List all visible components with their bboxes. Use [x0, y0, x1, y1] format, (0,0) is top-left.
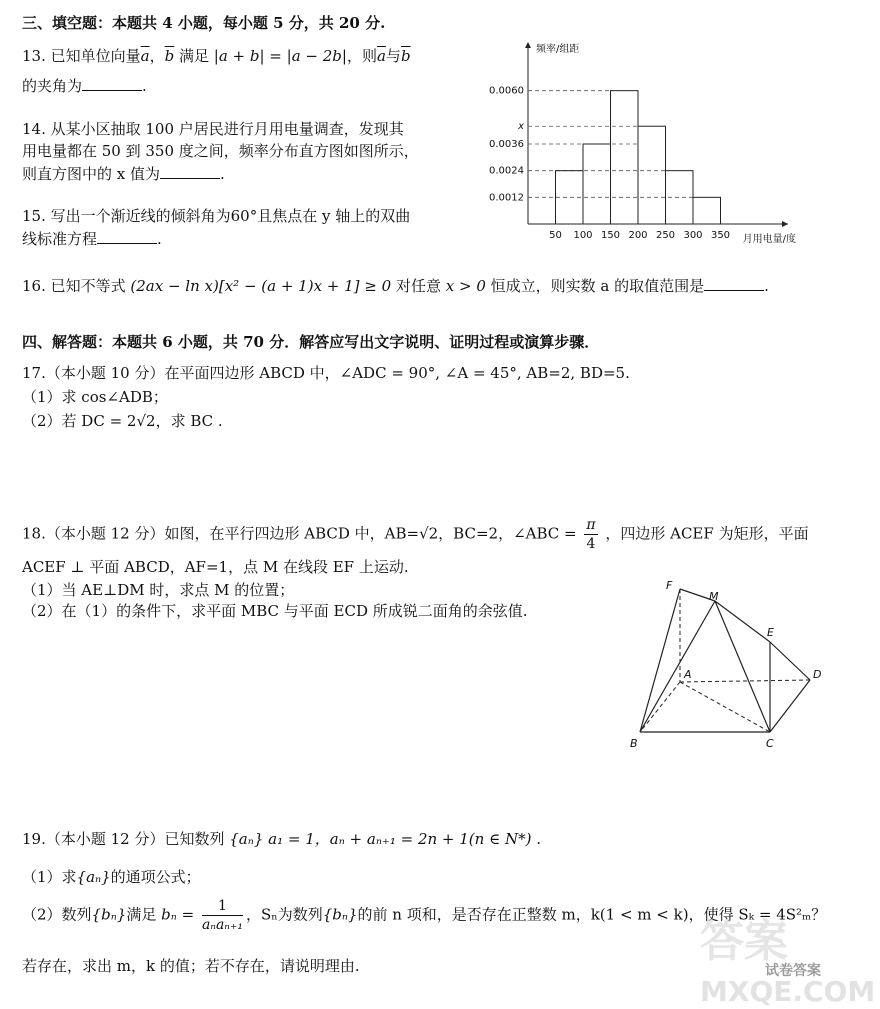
q17-line1: 17.（本小题 10 分）在平面四边形 ABCD 中，∠ADC = 90°, ∠A = 45°, AB=2, BD=5.: [22, 364, 630, 382]
x-tick-label: 300: [683, 230, 703, 241]
q19-text-a: 19.（本小题 12 分）已知数列: [22, 830, 225, 848]
q19-seq-b2: {bₙ}: [322, 905, 358, 924]
edge-BF: [640, 589, 680, 732]
q19-part2-a: （2）数列: [22, 905, 92, 924]
q15-line1: 15. 写出一个渐近线的倾斜角为60°且焦点在 y 轴上的双曲: [22, 207, 411, 225]
x-axis-label: 月用电量/度: [742, 234, 796, 245]
q19-seq-a: {aₙ}: [229, 830, 264, 848]
q18-geometry-figure: [620, 572, 835, 757]
q16-end: .: [764, 277, 769, 295]
q16-text-c: 恒成立，则实数 a 的取值范围是: [490, 277, 705, 295]
dashed-AD: [680, 680, 810, 682]
q15-line2: [22, 228, 162, 249]
q13-var-b2: $\overline{b}$: [400, 47, 411, 65]
q19-part1: [22, 866, 201, 887]
edge-ED: [770, 642, 810, 680]
q13-line2: [22, 75, 147, 96]
y-tick-label: 0.0060: [489, 85, 524, 97]
label-E: E: [767, 626, 774, 639]
q18-angle-fraction: [584, 516, 597, 553]
label-D: D: [813, 668, 822, 681]
section4-header: 四、解答题：本题共 6 小题，共 70 分．解答应写出文字说明、证明过程或演算步骤．: [22, 333, 600, 351]
q18-frac-num: π: [586, 517, 596, 533]
q18-frac-den: 4: [586, 536, 596, 552]
q15-end: .: [157, 230, 162, 248]
y-axis-label: 频率/组距: [536, 44, 580, 55]
q18-line1: [22, 516, 809, 553]
histogram-bar: [611, 91, 639, 224]
section3-header: 三、填空题：本题共 4 小题，每小题 5 分，共 20 分.: [22, 14, 386, 32]
q14-end: .: [220, 165, 225, 183]
y-tick-label: 0.0036: [489, 139, 524, 150]
dashed-AB: [640, 682, 680, 732]
label-B: B: [630, 737, 638, 750]
q13-answer-blank[interactable]: [82, 76, 142, 91]
histogram-bar: [638, 126, 666, 224]
q19-line1: [22, 828, 541, 849]
q14-answer-blank[interactable]: [160, 164, 220, 179]
frequency-histogram: [480, 38, 840, 250]
q19-part2-b: 满足: [126, 905, 157, 924]
y-axis-arrow: [525, 42, 531, 48]
watermark-line1: 试卷答案: [765, 963, 821, 979]
q13-var-a: $\overline{a}$: [140, 47, 150, 65]
q14-line1: 14. 从某小区抽取 100 户居民进行月用电量调查，发现其: [22, 120, 404, 138]
q19-seq-b: {bₙ}: [91, 905, 127, 924]
q13-var-a2: $\overline{a}$: [376, 47, 386, 65]
q15-answer-blank[interactable]: [97, 229, 157, 244]
x-axis-arrow: [782, 221, 788, 227]
q13-text-line2: 的夹角为: [22, 77, 83, 95]
q13-text-d: 与: [385, 47, 401, 65]
q13-line1: [22, 45, 411, 66]
watermark-big: 答案: [700, 916, 788, 967]
q16-text-b: 对任意: [395, 277, 441, 295]
q19-frac-num: 1: [202, 897, 243, 916]
q18-text-b: ，四边形 ACEF 为矩形，平面: [605, 524, 809, 543]
q17-part2: （2）若 DC = 2√2，求 BC .: [22, 412, 223, 430]
q15-text-line2: 线标准方程: [22, 230, 98, 248]
q19-recurrence: a₁ = 1，aₙ + aₙ₊₁ = 2n + 1(n ∈ N*) .: [268, 830, 541, 848]
q19-bn-fraction: [202, 897, 243, 934]
q13-text-c: ，则: [346, 47, 377, 65]
edge-DC: [770, 680, 810, 732]
label-C: C: [766, 737, 774, 750]
q19-frac-den: aₙaₙ₊₁: [201, 917, 243, 933]
y-tick-label: x: [518, 121, 524, 133]
watermark-line2: MXQE.COM: [700, 975, 876, 1008]
q19-part1-seq: {aₙ}: [76, 868, 111, 886]
label-F: F: [666, 579, 673, 592]
y-tick-label: 0.0024: [489, 165, 524, 177]
q14-line2: 用电量都在 50 到 350 度之间，频率分布直方图如图所示，: [22, 142, 419, 160]
y-tick-label: 0.0012: [489, 192, 524, 204]
q16-inequality: (2ax − ln x)[x² − (a + 1)x + 1] ≥ 0: [130, 277, 392, 295]
q16-line: [22, 275, 769, 296]
q19-bn: bₙ =: [161, 905, 195, 924]
label-M: M: [709, 590, 719, 603]
label-A: A: [684, 668, 692, 681]
q13-condition: |a + b| = |a − 2b|: [213, 47, 347, 65]
q18-part1: （1）当 AE⊥DM 时，求点 M 的位置；: [22, 581, 295, 599]
q17-part1: （1）求 cos∠ADB；: [22, 388, 168, 406]
x-tick-label: 350: [710, 230, 731, 241]
histogram-bar: [583, 144, 611, 224]
q13-end: .: [142, 77, 147, 95]
edge-MC: [715, 601, 770, 732]
q14-line3: [22, 163, 225, 184]
x-tick-label: 100: [573, 230, 593, 241]
q14-text-line3: 则直方图中的 x 值为: [22, 165, 160, 183]
x-tick-label: 200: [628, 230, 648, 241]
q16-condition: x > 0: [445, 277, 486, 295]
q19-line3: 若存在，求出 m，k 的值；若不存在，请说明理由.: [22, 957, 360, 975]
q13-sep: ，: [149, 47, 165, 65]
q18-text-a: 18.（本小题 12 分）如图，在平行四边形 ABCD 中，AB=√2，BC=2，∠ABC =: [22, 524, 577, 543]
q13-text-b: 满足: [178, 47, 209, 65]
q16-answer-blank[interactable]: [704, 276, 764, 291]
histogram-bar: [693, 197, 721, 224]
dashed-AC: [680, 682, 770, 732]
edge-BM: [640, 601, 715, 732]
q18-line2: ACEF ⊥ 平面 ABCD，AF=1，点 M 在线段 EF 上运动.: [22, 558, 409, 576]
q19-part2-c: ，Sₙ为数列: [245, 905, 323, 924]
q18-part2: （2）在（1）的条件下，求平面 MBC 与平面 ECD 所成锐二面角的余弦值.: [22, 602, 528, 620]
q13-text-a: 13. 已知单位向量: [22, 47, 141, 65]
x-tick-label: 50: [549, 230, 562, 241]
q19-part1-a: （1）求: [22, 868, 77, 886]
q19-part1-b: 的通项公式；: [110, 868, 201, 886]
q16-text-a: 16. 已知不等式: [22, 277, 126, 295]
q13-var-b: $\overline{b}$: [164, 47, 175, 65]
x-tick-label: 150: [600, 230, 621, 241]
q19-part2-d: 的前 n 项和，是否存在正整数 m，k(1 < m < k)，使得 Sₖ = 4S²ₘ？: [357, 905, 827, 924]
x-tick-label: 250: [655, 230, 676, 241]
